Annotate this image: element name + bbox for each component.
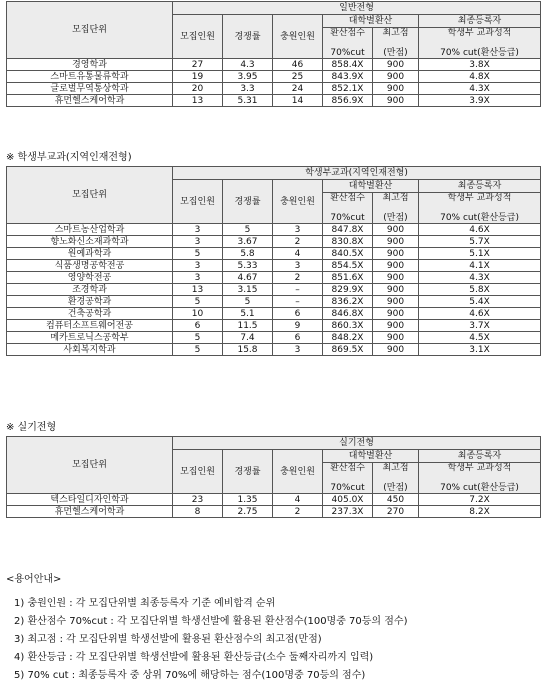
header-max: 최고점 (만점) [373,28,419,59]
value-cell: 5 [223,224,273,236]
table-row [7,260,541,272]
table-title: 일반전형 [173,2,541,15]
value-cell: 3.3 [223,83,273,95]
value-cell: 4.1X [419,260,541,272]
table1-body [7,59,541,107]
value-cell: 5.4X [419,296,541,308]
value-cell: 900 [373,296,419,308]
value-cell: 5.1X [419,248,541,260]
value-cell: 15.8 [223,344,273,356]
header-score-cut: 환산점수 70%cut [323,193,373,224]
value-cell: 405.0X [323,494,373,506]
value-cell: 3 [173,224,223,236]
table-row [7,344,541,356]
value-cell: 20 [173,83,223,95]
value-cell: 270 [373,506,419,518]
value-cell: – [273,296,323,308]
table-row [7,332,541,344]
table-row [7,59,541,71]
value-cell: 3.67 [223,236,273,248]
unit-name-cell: 조경학과 [7,284,173,296]
value-cell: 3.1X [419,344,541,356]
value-cell: 2 [273,236,323,248]
value-cell: 900 [373,236,419,248]
header-unit: 모집단위 [7,2,173,59]
unit-name-cell: 원예과학과 [7,248,173,260]
unit-name-cell: 컴퓨터소프트웨어전공 [7,320,173,332]
value-cell: 836.2X [323,296,373,308]
unit-name-cell: 휴먼헬스케어학과 [7,506,173,518]
value-cell: 5 [173,296,223,308]
value-cell: 23 [173,494,223,506]
table-row [7,83,541,95]
terms-guide-item: 4) 환산등급 : 각 모집단위별 학생선발에 활용된 환산등급(소수 둘째자리까지 입력) [14,652,374,663]
general-admission-table [6,1,541,107]
header-unit: 모집단위 [7,167,173,224]
value-cell: 8.2X [419,506,541,518]
value-cell: 2 [273,506,323,518]
value-cell: 3.95 [223,71,273,83]
value-cell: 5 [223,296,273,308]
value-cell: 46 [273,59,323,71]
table-row [7,272,541,284]
value-cell: 900 [373,95,419,107]
value-cell: 13 [173,284,223,296]
header-final-grade: 학생부 교과성적 70% cut(환산등급) [419,463,541,494]
value-cell: 3.8X [419,59,541,71]
header-univ-score: 대학별환산 [323,180,419,193]
value-cell: 4.67 [223,272,273,284]
value-cell: 860.3X [323,320,373,332]
terms-guide-item: 1) 충원인원 : 각 모집단위별 최종등록자 기준 예비합격 순위 [14,598,276,609]
value-cell: 1.35 [223,494,273,506]
value-cell: 830.8X [323,236,373,248]
value-cell: 843.9X [323,71,373,83]
unit-name-cell: 영양학전공 [7,272,173,284]
header-final: 최종등록자 [419,180,541,193]
value-cell: 8 [173,506,223,518]
value-cell: 847.8X [323,224,373,236]
value-cell: 14 [273,95,323,107]
section-label-practical: ※ 실기전형 [6,422,57,433]
value-cell: 854.5X [323,260,373,272]
header-reserve: 충원인원 [273,450,323,494]
header-reserve: 충원인원 [273,15,323,59]
header-final: 최종등록자 [419,450,541,463]
value-cell: 3 [273,260,323,272]
value-cell: 2 [273,272,323,284]
header-final-grade: 학생부 교과성적 70% cut(환산등급) [419,193,541,224]
value-cell: 5.31 [223,95,273,107]
value-cell: 27 [173,59,223,71]
table-row [7,296,541,308]
header-unit: 모집단위 [7,437,173,494]
unit-name-cell: 글로벌무역통상학과 [7,83,173,95]
value-cell: 846.8X [323,308,373,320]
value-cell: 900 [373,224,419,236]
table-row [7,95,541,107]
value-cell: 9 [273,320,323,332]
header-competition: 경쟁률 [223,180,273,224]
value-cell: 7.2X [419,494,541,506]
header-univ-score: 대학별환산 [323,15,419,28]
value-cell: 900 [373,248,419,260]
value-cell: 450 [373,494,419,506]
unit-name-cell: 환경공학과 [7,296,173,308]
value-cell: 900 [373,71,419,83]
terms-guide-title: <용어안내> [6,574,62,585]
header-score-cut: 환산점수 70%cut [323,463,373,494]
value-cell: 900 [373,332,419,344]
value-cell: 900 [373,320,419,332]
header-recruit: 모집인원 [173,15,223,59]
value-cell: 10 [173,308,223,320]
unit-name-cell: 메카트로닉스공학부 [7,332,173,344]
regional-admission-table [6,166,541,356]
value-cell: 900 [373,344,419,356]
unit-name-cell: 경영학과 [7,59,173,71]
value-cell: 3.7X [419,320,541,332]
value-cell: – [273,284,323,296]
header-recruit: 모집인원 [173,180,223,224]
unit-name-cell: 휴먼헬스케어학과 [7,95,173,107]
table-row [7,494,541,506]
table-title: 학생부교과(지역인재전형) [173,167,541,180]
value-cell: 5 [173,248,223,260]
table-row [7,224,541,236]
table-row [7,506,541,518]
value-cell: 5.8 [223,248,273,260]
value-cell: 848.2X [323,332,373,344]
value-cell: 5 [173,344,223,356]
value-cell: 7.4 [223,332,273,344]
value-cell: 11.5 [223,320,273,332]
header-final-grade: 학생부 교과성적 70% cut(환산등급) [419,28,541,59]
value-cell: 237.3X [323,506,373,518]
unit-name-cell: 식품생명공학전공 [7,260,173,272]
value-cell: 4 [273,494,323,506]
value-cell: 2.75 [223,506,273,518]
table-title: 실기전형 [173,437,541,450]
value-cell: 851.6X [323,272,373,284]
value-cell: 3.15 [223,284,273,296]
value-cell: 4.8X [419,71,541,83]
value-cell: 5.7X [419,236,541,248]
unit-name-cell: 스마트농산업학과 [7,224,173,236]
value-cell: 3 [173,272,223,284]
header-competition: 경쟁률 [223,450,273,494]
value-cell: 4.5X [419,332,541,344]
value-cell: 5.33 [223,260,273,272]
value-cell: 6 [273,308,323,320]
value-cell: 6 [173,320,223,332]
header-univ-score: 대학별환산 [323,450,419,463]
header-max: 최고점 (만점) [373,463,419,494]
section-label-regional: ※ 학생부교과(지역인재전형) [6,152,132,163]
table3-body [7,494,541,518]
header-score-cut: 환산점수 70%cut [323,28,373,59]
header-competition: 경쟁률 [223,15,273,59]
terms-guide-item: 3) 최고점 : 각 모집단위별 학생선발에 활용된 환산점수의 최고점(만점) [14,634,322,645]
value-cell: 5.1 [223,308,273,320]
value-cell: 4.6X [419,308,541,320]
value-cell: 3.9X [419,95,541,107]
value-cell: 3 [273,224,323,236]
value-cell: 840.5X [323,248,373,260]
value-cell: 19 [173,71,223,83]
table-row [7,284,541,296]
table-row [7,248,541,260]
terms-guide-item: 2) 환산점수 70%cut : 각 모집단위별 학생선발에 활용된 환산점수(100명중 70등의 점수) [14,616,408,627]
unit-name-cell: 스마트유통물류학과 [7,71,173,83]
unit-name-cell: 향노화신소재과학과 [7,236,173,248]
value-cell: 24 [273,83,323,95]
value-cell: 900 [373,272,419,284]
header-final: 최종등록자 [419,15,541,28]
value-cell: 829.9X [323,284,373,296]
value-cell: 4.6X [419,224,541,236]
value-cell: 13 [173,95,223,107]
value-cell: 900 [373,59,419,71]
value-cell: 900 [373,83,419,95]
terms-guide-item: 5) 70% cut : 최종등록자 중 상위 70%에 해당하는 점수(100명중 70등의 점수) [14,670,366,681]
unit-name-cell: 건축공학과 [7,308,173,320]
value-cell: 900 [373,308,419,320]
header-max: 최고점 (만점) [373,193,419,224]
unit-name-cell: 텍스타일디자인학과 [7,494,173,506]
value-cell: 4.3 [223,59,273,71]
value-cell: 6 [273,332,323,344]
table-row [7,308,541,320]
value-cell: 858.4X [323,59,373,71]
value-cell: 4.3X [419,83,541,95]
value-cell: 5.8X [419,284,541,296]
value-cell: 869.5X [323,344,373,356]
value-cell: 856.9X [323,95,373,107]
table2-body [7,224,541,356]
table-row [7,320,541,332]
value-cell: 4.3X [419,272,541,284]
table-row [7,71,541,83]
header-recruit: 모집인원 [173,450,223,494]
value-cell: 4 [273,248,323,260]
unit-name-cell: 사회복지학과 [7,344,173,356]
value-cell: 852.1X [323,83,373,95]
value-cell: 900 [373,260,419,272]
value-cell: 25 [273,71,323,83]
header-reserve: 충원인원 [273,180,323,224]
value-cell: 3 [173,236,223,248]
table-row [7,236,541,248]
value-cell: 3 [273,344,323,356]
value-cell: 5 [173,332,223,344]
practical-admission-table [6,436,541,518]
value-cell: 900 [373,284,419,296]
value-cell: 3 [173,260,223,272]
